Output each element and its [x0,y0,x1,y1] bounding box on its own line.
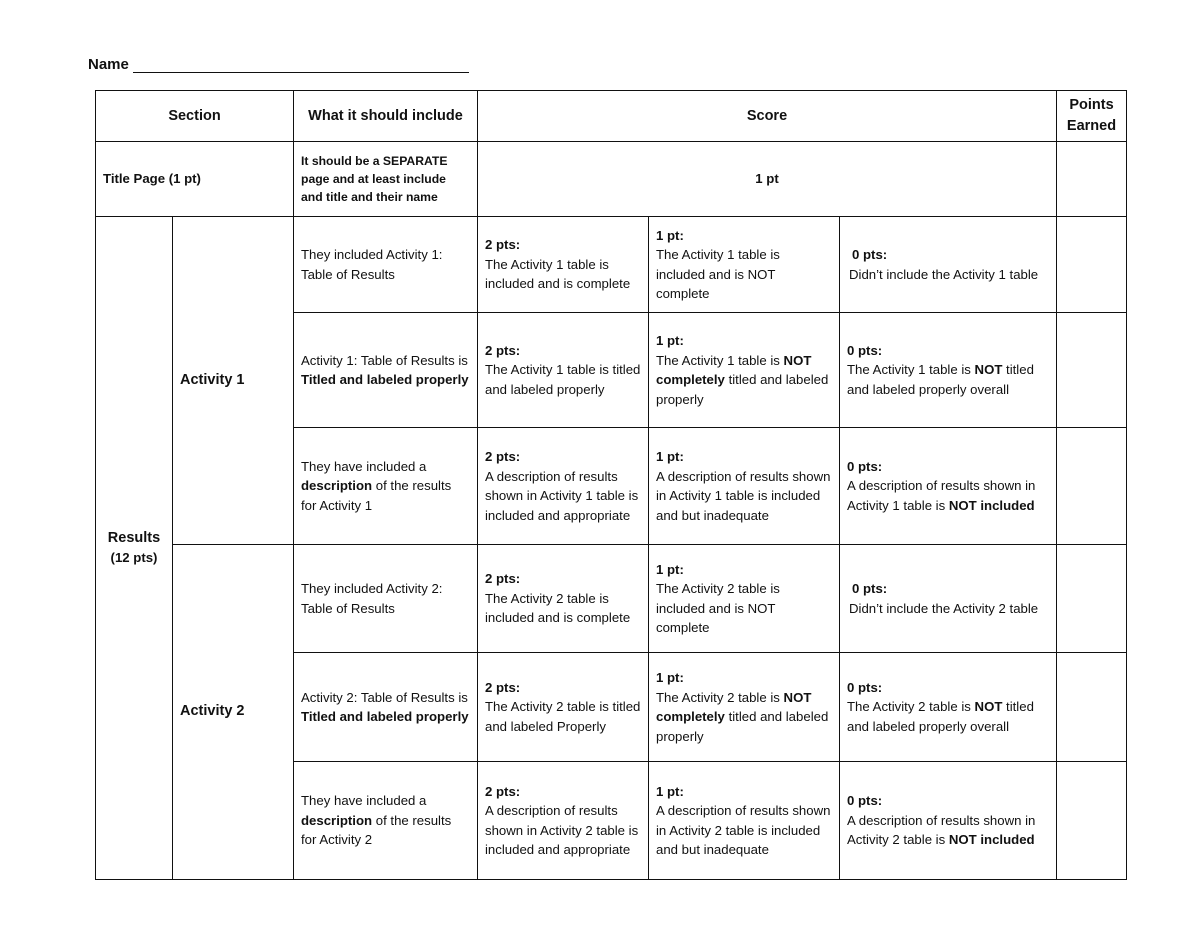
include-cell [294,428,478,545]
score-body: The Activity 2 table is titled and labeled Properly [485,699,641,734]
score-body: The Activity 2 table is included and is complete [485,590,631,626]
score-head: 2 pts: [485,571,521,587]
score-body: The Activity 1 table is included and is complete [485,256,631,292]
score-body: A description of results shown in Activity 2 table is included and appropriate [485,803,639,857]
include-emphasis: Titled and labeled properly [301,372,469,387]
score-2-cell [478,428,649,545]
name-label: Name [88,56,129,73]
score-body: The Activity 2 table is included and is NOT complete [656,581,780,635]
title-page-include: It should be a SEPARATE page and at least include and title and their name [294,142,478,217]
score-head: 1 pt: [656,561,684,577]
score-head: 1 pt: [656,783,684,799]
name-field[interactable] [88,56,469,73]
score-head: 2 pts: [485,783,521,799]
score-2-cell [478,313,649,428]
header-include: What it should include [294,91,478,142]
score-body: A description of results shown in Activity 2 table is [847,812,1036,848]
include-text: of the results for Activity 1 [301,478,452,513]
score-body: A description of results shown in Activity 2 table is included and but inadequate [656,803,831,857]
score-0-cell [840,313,1057,428]
include-cell [294,313,478,428]
score-body: The Activity 1 table is [656,352,784,368]
points-earned-cell[interactable] [1057,217,1127,313]
score-head: 0 pts: [847,679,883,695]
score-head: 2 pts: [485,342,521,358]
score-head: 2 pts: [485,237,521,253]
name-blank-line[interactable] [133,56,469,73]
score-body: titled and labeled properly [656,372,829,407]
include-text: of the results for Activity 2 [301,812,452,848]
include-emphasis: description [301,812,373,828]
results-label: Results [107,529,161,546]
score-0-cell [840,762,1057,880]
include-emphasis: Titled and labeled properly [301,709,469,724]
score-body: Didn’t include the Activity 1 table [849,266,1039,282]
score-body: titled and labeled properly overall [847,699,1034,734]
include-cell: They included Activity 2: Table of Results [294,545,478,653]
header-score: Score [478,91,1057,142]
score-emphasis: NOT completely [656,352,812,387]
score-body: A description of results shown in Activity 1 table is included and but inadequate [656,468,831,523]
score-0-cell [840,545,1057,653]
score-emphasis: NOT [974,362,1003,378]
header-section: Section [96,91,294,142]
score-body: titled and labeled properly overall [847,362,1034,397]
score-body: A description of results shown in Activity 1 table is included and appropriate [485,468,639,523]
include-text: Activity 1: Table of Results is [301,352,468,368]
points-earned-cell[interactable] [1057,313,1127,428]
score-emphasis: NOT included [948,832,1035,848]
points-earned-cell[interactable] [1057,762,1127,880]
include-text: They have included a [301,458,427,474]
score-1-cell [649,653,840,762]
score-body: The Activity 1 table is included and is NOT complete [656,247,780,301]
score-head: 0 pts: [847,342,883,358]
score-2-cell [478,653,649,762]
score-head: 0 pts: [852,247,888,262]
score-head: 2 pts: [485,679,521,695]
activity-2-label: Activity 2 [173,545,294,880]
score-1-cell [649,762,840,880]
title-page-row [96,142,1127,217]
score-emphasis: NOT included [948,497,1035,513]
score-0-cell [840,653,1057,762]
score-head: 0 pts: [847,793,883,809]
score-head: 1 pt: [656,670,684,685]
include-cell [294,653,478,762]
score-head: 1 pt: [656,449,684,464]
score-2-cell [478,217,649,313]
title-page-section: Title Page (1 pt) [96,142,294,217]
include-cell: They included Activity 1: Table of Results [294,217,478,313]
include-text: They have included a [301,793,427,809]
score-head: 0 pts: [847,458,883,474]
score-body: A description of results shown in Activity 1 table is [847,478,1036,513]
score-head: 1 pt: [656,227,684,243]
header-row [96,91,1127,142]
score-body: The Activity 1 table is [847,362,975,378]
score-body: The Activity 1 table is titled and labeled properly [485,362,641,397]
points-earned-cell[interactable] [1057,142,1127,217]
score-0-cell [840,428,1057,545]
rubric-table [95,90,1127,880]
table-row [96,217,1127,313]
score-1-cell [649,217,840,313]
include-text: Activity 2: Table of Results is [301,689,468,705]
points-earned-cell[interactable] [1057,428,1127,545]
score-head: 1 pt: [656,333,684,348]
score-body: The Activity 2 table is [847,699,975,715]
include-cell [294,762,478,880]
results-section-cell [96,217,173,880]
table-row [96,545,1127,653]
score-body: titled and labeled properly [656,709,829,744]
score-body: Didn’t include the Activity 2 table [849,600,1039,616]
score-body: The Activity 2 table is [656,689,784,705]
include-emphasis: description [301,478,373,494]
score-0-cell [840,217,1057,313]
score-emphasis: NOT completely [656,689,812,724]
score-1-cell [649,428,840,545]
score-2-cell [478,545,649,653]
points-earned-cell[interactable] [1057,545,1127,653]
title-page-score: 1 pt [478,142,1057,217]
score-1-cell [649,313,840,428]
score-emphasis: NOT [974,699,1003,715]
activity-1-label: Activity 1 [173,217,294,545]
score-head: 2 pts: [485,449,521,464]
score-2-cell [478,762,649,880]
score-head: 0 pts: [852,581,888,596]
results-points: (12 pts) [110,550,158,565]
header-points-earned: Points Earned [1057,91,1127,142]
score-1-cell [649,545,840,653]
points-earned-cell[interactable] [1057,653,1127,762]
